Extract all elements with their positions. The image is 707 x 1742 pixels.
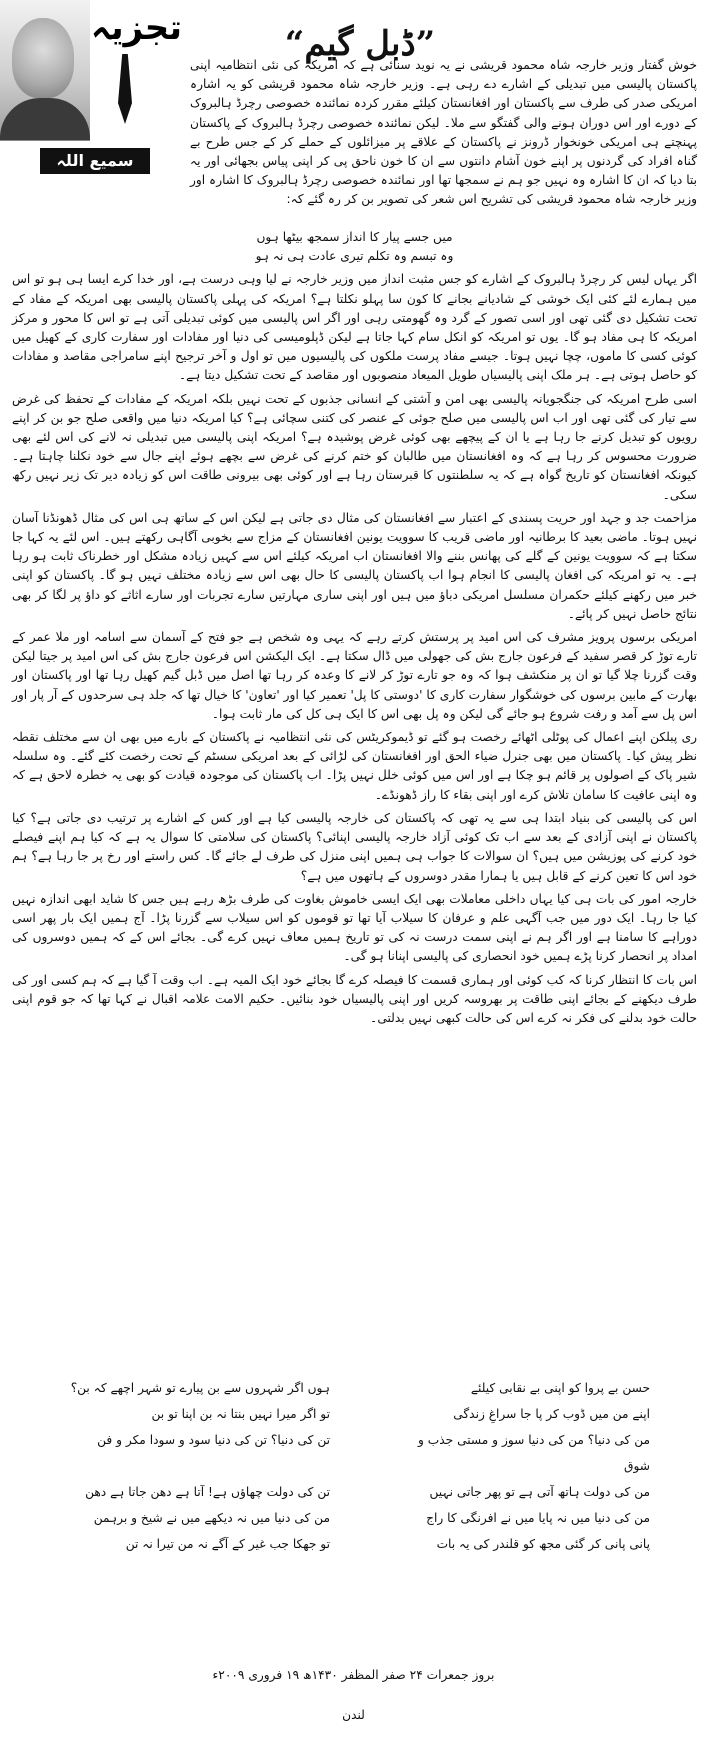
poem-line: من کی دنیا میں نہ دیکھے میں نے شیخ و برہمن xyxy=(93,1511,330,1525)
body-paragraph: اس کی پالیسی کی بنیاد ابتدا ہی سے یہ تھی کہ پاکستان کی خارجہ پالیسی کیا ہے اور کس کے اشارے پر ترتیب دی جاتی ہے؟ کیا پاکستان نے اپنی آزادی کے بعد سے اب تک کوئی آزاد خارجہ پالیسی اپنائی؟ پاکستان کی سلامتی کا سوال یہ ہے کہ کیا ہم اپنے فیصلے خود کرنے کی پوزیشن میں ہیں؟ ان سوالات کا جواب ہی ہمیں اپنی منزل کی طرف لے جائے گا۔ کس راستے اور رخ پر جا رہا ہے؟ ہم خود اس کا تعین کرنے کے قابل ہیں یا ہمارا مقدر دوسروں کے ہاتھوں میں ہے؟ xyxy=(12,810,697,883)
poem-line: من کی دنیا؟ من کی دنیا سوز و مستی جذب و شوق xyxy=(418,1433,650,1473)
intro-paragraph: خوش گفتار وزیر خارجہ شاہ محمود قریشی نے یہ نوید سنائی ہے کہ امریکہ کی نئی انتظامیہ اپنی پاکستان پالیسی میں تبدیلی کے اشارے دے رہی ہے۔ وزیر خارجہ شاہ محمود قریشی کو یہ اشارہ امریکی صدر کی طرف سے پاکستان اور افغانستان کیلئے مقرر کردہ نمائندہ خصوصی رچرڈ ہالبروک کے دورے اور اس دوران ہونے والی گفتگو سے ملا۔ لیکن نمائندہ خصوصی رچرڈ ہالبروک کے پاکستان پہنچتے ہی امریکی خونخوار ڈرونز نے پاکستان کے علاقے پر میزائلوں کے حملے کر کے جس طرح بے گناہ افراد کی گردنوں پر اپنے خون آشام دانتوں سے ان کا خون ناحق پی کر اپنی پیاس بجھائی اور یہ بتا دیا کہ ان کا اشارہ وہ نہیں جو ہم نے سمجھا تھا اور نمائندہ خصوصی رچرڈ ہالبروک کا اشارہ اور وزیر خارجہ شاہ محمود قریشی کی تشریح اس شعر کی تصویر بن کر رہ گئے کہ: xyxy=(190,58,697,207)
poem-row xyxy=(70,1505,650,1531)
couplet xyxy=(12,228,697,266)
column-logo: تجزیہ xyxy=(90,8,182,48)
poem-row xyxy=(70,1427,650,1479)
poem-row xyxy=(70,1375,650,1401)
poem-block xyxy=(70,1375,650,1605)
poem-line: من کی دولت ہاتھ آتی ہے تو پھر جاتی نہیں xyxy=(429,1485,650,1499)
poem-line: اپنے من میں ڈوب کر پا جا سراغِ زندگی xyxy=(453,1407,650,1421)
article-body xyxy=(12,226,697,1032)
poem-line: ہوں اگر شہروں سے بن پیارے تو شہر اچھے کہ بن؟ xyxy=(70,1381,330,1395)
author-face xyxy=(12,18,74,98)
poem-line: تو جھکا جب غیر کے آگے نہ من تیرا نہ تن xyxy=(125,1537,330,1551)
poem-line: من کی دنیا میں نہ پایا میں نے افرنگی کا راج xyxy=(426,1511,650,1525)
poem-line: تو اگر میرا نہیں بنتا نہ بن اپنا تو بن xyxy=(151,1407,330,1421)
body-paragraph: خارجہ امور کی بات ہی کیا یہاں داخلی معاملات بھی ایک ایسی خاموش بغاوت کی طرف بڑھ رہے ہیں جس کا شاید ابھی اندازہ نہیں کیا جا رہا۔ ایک دور میں جب آگہی علم و عرفان کا سیلاب آیا تھا تو قوموں کو اس سیلاب سے گزرنا پڑا۔ آج ہمیں ایک بار پھر اسی دوراہے کا سامنا ہے اور اگر ہم نے اپنی سمت درست نہ کی تو تاریخ ہمیں معاف نہیں کرے گی۔ بجائے اس کے کہ ہمیں دوسروں کی امداد پر انحصار کرنا پڑے ہمیں خود انحصاری کی پالیسی اپنانا ہو گی۔ xyxy=(12,891,697,964)
pen-icon xyxy=(118,54,132,124)
body-paragraph: اگر یہاں لیس کر رچرڈ ہالبروک کے اشارے کو جس مثبت انداز میں وزیر خارجہ نے لیا وہی درست ہے، اور خدا کرے ایسا ہی ہو تو اس میں ہمارے لئے کئی ایک خوشی کے شادیانے بجانے کا کون سا پہلو نکلتا ہے؟ امریکہ کی پہلی پاکستان پالیسی بھی امریکہ کے مفاد کے تحت تشکیل دی گئی تھی اور اسی تصور کے گرد وہ گھومتی رہی اور اگر اس پالیسی میں کوئی تبدیلی آتی ہے تو اس کا محور و مرکز امریکہ کا ہی مفاد ہو گا۔ یوں تو امریکہ کو انکل سام کہا جاتا ہے لیکن ڈپلومیسی کی دنیا اور مفادات اور سفارت کاری کے کھیل میں کوئی کسی کا ماموں، چچا نہیں ہوتا۔ جیسے مفاد پرست ملکوں کی پالیسیوں میں تو اول و آخر ترجیح اپنے سامراجی مقاصد و مفادات کو حاصل ہوتی ہے۔ ہر ملک اپنی پالیسیاں طویل المیعاد منصوبوں اور مقاصد کے تحت تشکیل دیتا ہے۔ xyxy=(12,272,697,383)
poem-line: پانی پانی کر گئی مجھ کو قلندر کی یہ بات xyxy=(436,1537,650,1551)
author-byline: سمیع اللہ ملک xyxy=(40,148,150,174)
poem-row xyxy=(70,1401,650,1427)
poem-line: تن کی دنیا؟ تن کی دنیا سود و سودا مکر و فن xyxy=(97,1433,330,1447)
couplet-line: میں جسے پیار کا انداز سمجھ بیٹھا ہوں xyxy=(256,230,453,244)
article-intro xyxy=(190,56,697,214)
article-place: لندن xyxy=(342,1708,365,1722)
author-photo xyxy=(0,0,90,141)
author-shoulders xyxy=(0,98,90,140)
body-paragraph: ری پبلکن اپنے اعمال کی پوٹلی اٹھائے رخصت ہو گئے تو ڈیموکریٹس کی نئی انتظامیہ نے پاکستان کے بارے میں بھی ان سے مختلف نقطہ نظر پیش کیا۔ پاکستان میں بھی جنرل ضیاء الحق اور افغانستان کی لڑائی کے بعد امریکی سسٹم کے تحت رخصت کئے گئے۔ وہ سلسلہ شیر پاک کے اصولوں پر قائم ہو چکا ہے اور اس میں کوئی خلل نہیں پڑا۔ اب پاکستان کی موجودہ قیادت کو بھی یہ خطرہ لاحق ہے کہ وہ اپنی عافیت کا سامان تلاش کرے اور اپنی بقاء کا راز ڈھونڈے۔ xyxy=(12,730,697,802)
body-paragraph: امریکی برسوں پرویز مشرف کی اس امید پر پرستش کرتے رہے کہ یہی وہ شخص ہے جو فتح کے آسمان سے اسامہ اور ملا عمر کے تارے توڑ کر قصر سفید کے فرعون جارج بش کی جھولی میں ڈال سکتا ہے۔ ایک الیکشن اس فرعون جارج بش کی اس امید پر جیتا لیکن وقت گزرنا چلا گیا تو ان پر منکشف ہوا کہ وہ جو تارے توڑ کر لانے کا وعدہ کر رہا تھا اصل میں ڈبل گیم کھیل رہا تھا اور پاکستان اور بھارت کے مابین برسوں کی خوشگوار سفارت کاری کا 'دوستی کا پل' تعمیر کیا اور 'تعاون' کا خیال تھا کہ جلد ہی سرحدوں کے آر پار اور اس پل سے آمد و رفت شروع ہو جائے گی لیکن وہ پل بھی اس کا ایک ہی کل کی مار ثابت ہوا۔ xyxy=(12,630,697,721)
body-paragraph: مزاحمت جد و جہد اور حریت پسندی کے اعتبار سے افغانستان کی مثال دی جاتی ہے لیکن اس کے ساتھ ہی اس کی مثال ڈھونڈنا آسان نہیں ہوتا۔ ماضی بعید کا برطانیہ اور ماضی قریب کا سوویت یونین افغانستان کے مزاج سے بخوبی آگاہی رکھتے ہیں۔ اس لئے یہ کہا جا سکتا ہے کہ سوویت یونین کے گلے کی پھانس بننے والا افغانستان اب امریکہ کیلئے اس سے کہیں زیادہ مشکل اور خطرناک ثابت ہو رہا ہے۔ یہ تو امریکہ کی افغان پالیسی کا انجام ہوا اب پاکستان پالیسی کا حال بھی اس سے زیادہ مختلف نہیں ہو گا۔ پاکستان کو اپنی خبر میں رکھنے کیلئے حکمران مسلسل امریکی دباؤ میں ہیں اور اپنی ساری مہارتیں سارے تجربات اور سارے اثاثے کو داؤ پر لگا کر بھی نتائج حاصل نہیں کر پائے۔ xyxy=(12,510,697,621)
poem-row xyxy=(70,1479,650,1505)
poem-row xyxy=(70,1531,650,1557)
couplet-line: وہ تبسم وہ تکلم تیری عادت ہی نہ ہو xyxy=(255,249,454,264)
poem-line: حسن بے پروا کو اپنی بے نقابی کیلئے xyxy=(470,1381,650,1395)
poem-line: تن کی دولت چھاؤں ہے! آتا ہے دھن جاتا ہے دھن xyxy=(85,1485,330,1499)
body-paragraph: اسی طرح امریکہ کی جنگجویانہ پالیسی بھی امن و آشتی کے انسانی جذبوں کے تحت نہیں بلکہ امریکہ کے مفادات کے تحفظ کی غرض سے تیار کی گئی تھی اور اب اس پالیسی میں صلح جوئی کے عنصر کی کتنی سچائی ہے؟ کیا امریکہ دنیا میں واقعی صلح جو بن کر اپنے رویوں کو تبدیل کرنے جا رہا ہے یا ان کے پیچھے بھی کوئی غرض پوشیدہ ہے؟ امریکہ اپنی پالیسی میں تبدیلی نہ لانے کی اس لئے بھی ضرورت محسوس کر رہا ہے کہ وہ افغانستان میں طالبان کو ختم کرنے کی غرض سے بچھے ہوئے اپنے جال سے خود نکلنا چاہتا ہے۔ کیونکہ افغانستان کو تاریخ گواہ ہے کہ یہ سلطنتوں کا قبرستان رہا ہے اور کوئی بھی بیرونی طاقت اس کو زیادہ دیر تک زیر نہیں رکھ سکی۔ xyxy=(12,391,697,502)
article-title: ”ڈبل گیم“ xyxy=(284,24,436,64)
article-date: بروز جمعرات ۲۴ صفر المظفر ۱۴۳۰ھ ۱۹ فروری ۲۰۰۹ء xyxy=(212,1668,495,1682)
body-paragraph: اس بات کا انتظار کرنا کہ کب کوئی اور ہماری قسمت کا فیصلہ کرے گا بجائے خود ایک المیہ ہے۔ اب وقت آ گیا ہے کہ ہم کسی اور کی طرف دیکھنے کے بجائے اپنی طاقت پر بھروسہ کریں اور اپنی پالیسیاں خود بنائیں۔ حکیم الامت علامہ اقبال نے کہا تھا کہ جو قوم اپنی حالت خود بدلنے کی فکر نہ کرے اس کی حالت کبھی نہیں بدلتی۔ xyxy=(12,972,697,1025)
